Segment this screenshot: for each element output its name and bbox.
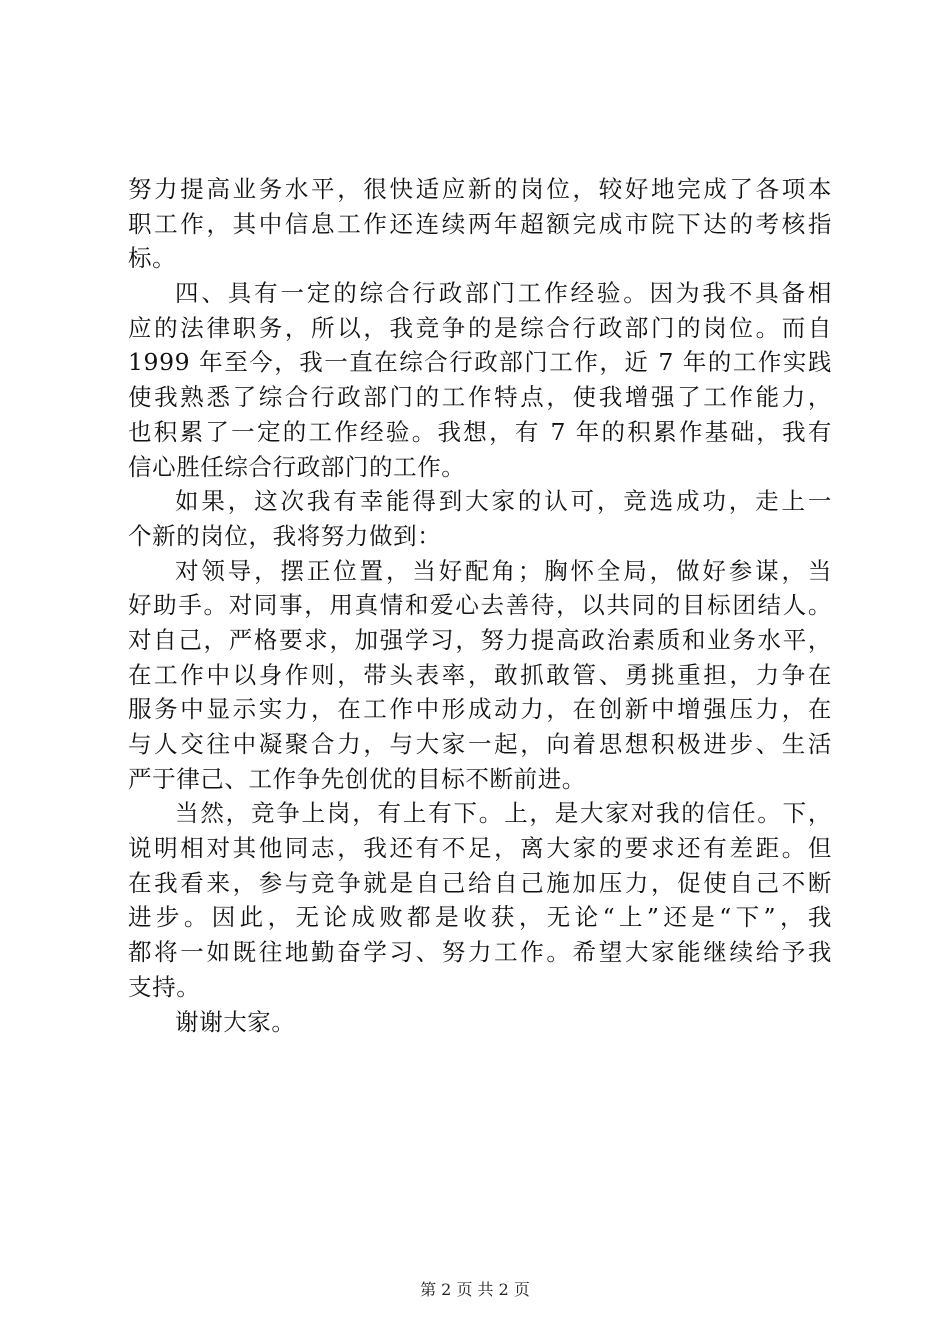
text-line: 严于律己、工作争先创优的目标不断前进。 xyxy=(128,764,586,793)
text-line: 也积累了一定的工作经验。我想，有 7 年的积累作基础，我有 xyxy=(128,417,832,446)
text-line: 1999 年至今，我一直在综合行政部门工作，近 7 年的工作实践 xyxy=(128,348,832,377)
paragraph-start-line: 对领导，摆正位置，当好配角；胸怀全局，做好参谋，当 xyxy=(175,556,832,585)
text-line: 使我熟悉了综合行政部门的工作特点，使我增强了工作能力， xyxy=(128,383,832,412)
closing-line: 谢谢大家。 xyxy=(175,1007,296,1036)
page-number-footer: 第 2 页 共 2 页 xyxy=(420,1280,530,1299)
text-line: 都将一如既往地勤奋学习、努力工作。希望大家能继续给予我 xyxy=(128,938,832,967)
text-line: 进步。因此，无论成败都是收获，无论“上”还是“下”，我 xyxy=(128,903,832,932)
paragraph-start-line: 当然，竞争上岗，有上有下。上，是大家对我的信任。下， xyxy=(175,799,832,828)
text-line: 在工作中以身作则，带头表率，敢抓敢管、勇挑重担，力争在 xyxy=(128,660,832,689)
text-line: 努力提高业务水平，很快适应新的岗位，较好地完成了各项本 xyxy=(128,175,832,203)
text-line: 对自己，严格要求，加强学习，努力提高政治素质和业务水平， xyxy=(128,625,832,654)
text-line: 个新的岗位，我将努力做到： xyxy=(128,521,442,550)
text-line: 服务中显示实力，在工作中形成动力，在创新中增强压力，在 xyxy=(128,695,832,724)
text-line: 支持。 xyxy=(128,972,201,1001)
text-line: 职工作，其中信息工作还连续两年超额完成市院下达的考核指 xyxy=(128,209,832,238)
text-line: 信心胜任综合行政部门的工作。 xyxy=(128,452,466,481)
body-text xyxy=(128,172,832,1039)
text-line: 应的法律职务，所以，我竞争的是综合行政部门的岗位。而自 xyxy=(128,313,832,342)
text-line: 标。 xyxy=(128,244,177,273)
paragraph-start-line: 四、具有一定的综合行政部门工作经验。因为我不具备相 xyxy=(175,279,832,308)
text-line: 在我看来，参与竞争就是自己给自己施加压力，促使自己不断 xyxy=(128,868,832,897)
paragraph-start-line: 如果，这次我有幸能得到大家的认可，竞选成功，走上一 xyxy=(175,487,832,516)
text-line: 好助手。对同事，用真情和爱心去善待，以共同的目标团结人。 xyxy=(128,591,832,620)
text-line: 与人交往中凝聚合力，与大家一起，向着思想积极进步、生活 xyxy=(128,730,832,758)
text-line: 说明相对其他同志，我还有不足，离大家的要求还有差距。但 xyxy=(128,834,832,863)
